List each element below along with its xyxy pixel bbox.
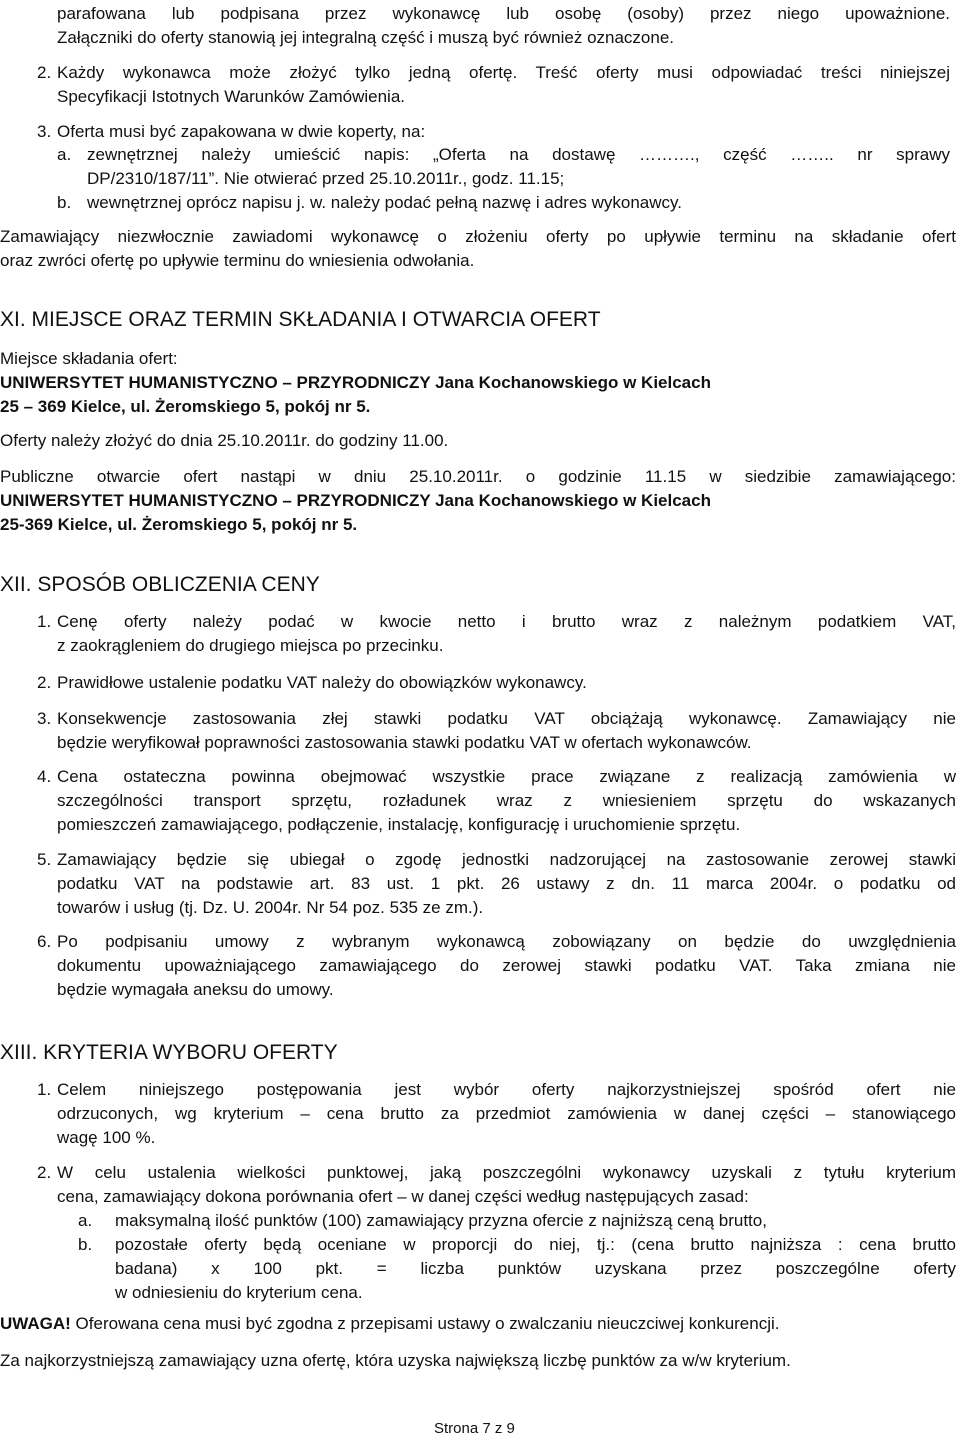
address-line: UNIWERSYTET HUMANISTYCZNO – PRZYRODNICZY Jana Kochanowskiego w Kielcach bbox=[0, 373, 711, 392]
text-line: Oferty należy złożyć do dnia 25.10.2011r. do godziny 11.00. bbox=[0, 431, 449, 450]
list-letter: b. bbox=[78, 1235, 93, 1254]
text-line: odrzuconych, wg kryterium – cena brutto za przedmiot zamówienia w danej części – stanowiącego bbox=[57, 1104, 956, 1123]
text-line: maksymalną ilość punktów (100) zamawiający przyzna ofercie z najniższą ceną brutto, bbox=[115, 1211, 767, 1230]
page-number: Strona 7 z 9 bbox=[434, 1420, 515, 1437]
text-line: DP/2310/187/11”. Nie otwierać przed 25.10.2011r., godz. 11.15; bbox=[87, 169, 565, 188]
text-line: Celem niniejszego postępowania jest wybór oferty najkorzystniejszej spośród ofert nie bbox=[57, 1080, 956, 1099]
text-line: szczególności transport sprzętu, rozładunek wraz z wniesieniem sprzętu do wskazanych bbox=[57, 791, 956, 810]
warning-label: UWAGA! bbox=[0, 1314, 71, 1333]
text-line: pozostałe oferty będą oceniane w proporcji do niej, tj.: (cena brutto najniższa : cena brutto bbox=[115, 1235, 956, 1254]
text-line: w odniesieniu do kryterium cena. bbox=[115, 1283, 363, 1302]
list-number: 4. bbox=[37, 767, 52, 786]
text-line: wewnętrznej oprócz napisu j. w. należy podać pełną nazwę i adres wykonawcy. bbox=[87, 193, 682, 212]
text-line: badana) x 100 pkt. = liczba punktów uzyskana przez poszczególne oferty bbox=[115, 1259, 956, 1278]
list-number: 2. bbox=[37, 63, 52, 82]
list-number: 2. bbox=[37, 673, 52, 692]
text-line: W celu ustalenia wielkości punktowej, jaką poszczególni wykonawcy uzyskali z tytułu kryterium bbox=[57, 1163, 956, 1182]
text-line: Zamawiający będzie się ubiegał o zgodę jednostki nadzorującej na zastosowanie zerowej stawki bbox=[57, 850, 956, 869]
text-line: będzie wymagała aneksu do umowy. bbox=[57, 980, 334, 999]
list-number: 2. bbox=[37, 1163, 52, 1182]
text-line: będzie weryfikował poprawności zastosowania stawki podatku VAT w ofertach wykonawców. bbox=[57, 733, 752, 752]
address-line: UNIWERSYTET HUMANISTYCZNO – PRZYRODNICZY Jana Kochanowskiego w Kielcach bbox=[0, 491, 711, 510]
text-line: Cena ostateczna powinna obejmować wszystkie prace związane z realizacją zamówienia w bbox=[57, 767, 956, 786]
section-heading: XI. MIEJSCE ORAZ TERMIN SKŁADANIA I OTWARCIA OFERT bbox=[0, 308, 601, 331]
section-heading: XIII. KRYTERIA WYBORU OFERTY bbox=[0, 1041, 338, 1064]
text-line: Załączniki do oferty stanowią jej integralną część i muszą być również oznaczone. bbox=[57, 28, 675, 47]
warning-text: Oferowana cena musi być zgodna z przepisami ustawy o zwalczaniu nieuczciwej konkurencji. bbox=[70, 1314, 780, 1333]
list-number: 6. bbox=[37, 932, 52, 951]
text-line: Cenę oferty należy podać w kwocie netto i brutto wraz z należnym podatkiem VAT, bbox=[57, 612, 956, 631]
text-line: parafowana lub podpisana przez wykonawcę lub osobę (osoby) przez niego upoważnione. bbox=[57, 4, 950, 23]
text-line: Publiczne otwarcie ofert nastąpi w dniu 25.10.2011r. o godzinie 11.15 w siedzibie zamawiającego: bbox=[0, 467, 956, 486]
list-number: 3. bbox=[37, 709, 52, 728]
text-line: Po podpisaniu umowy z wybranym wykonawcą zobowiązany on będzie do uwzględnienia bbox=[57, 932, 956, 951]
address-line: 25-369 Kielce, ul. Żeromskiego 5, pokój nr 5. bbox=[0, 515, 358, 534]
list-number: 1. bbox=[37, 612, 52, 631]
text-line: z zaokrągleniem do drugiego miejsca po przecinku. bbox=[57, 636, 444, 655]
list-number: 1. bbox=[37, 1080, 52, 1099]
list-number: 3. bbox=[37, 122, 52, 141]
text-line: towarów i usług (tj. Dz. U. 2004r. Nr 54 poz. 535 ze zm.). bbox=[57, 898, 484, 917]
text-line: Oferta musi być zapakowana w dwie koperty, na: bbox=[57, 122, 426, 141]
list-letter: a. bbox=[57, 145, 72, 164]
text-line: Każdy wykonawca może złożyć tylko jedną ofertę. Treść oferty musi odpowiadać treści niniejszej bbox=[57, 63, 950, 82]
text-line: podatku VAT na podstawie art. 83 ust. 1 pkt. 26 ustawy z dn. 11 marca 2004r. o podatku od bbox=[57, 874, 956, 893]
text-line: Konsekwencje zastosowania złej stawki podatku VAT obciążają wykonawcę. Zamawiający nie bbox=[57, 709, 956, 728]
text-line: zewnętrznej należy umieścić napis: „Oferta na dostawę ………., część …….. nr sprawy bbox=[87, 145, 950, 164]
section-heading: XII. SPOSÓB OBLICZENIA CENY bbox=[0, 573, 320, 596]
text-line: Za najkorzystniejszą zamawiający uzna ofertę, która uzyska największą liczbę punktów za w/w kryterium. bbox=[0, 1351, 791, 1370]
text-line: Zamawiający niezwłocznie zawiadomi wykonawcę o złożeniu oferty po upływie terminu na składanie ofert bbox=[0, 227, 956, 246]
text-line: oraz zwróci ofertę po upływie terminu do wniesienia odwołania. bbox=[0, 251, 475, 270]
text-line: pomieszczeń zamawiającego, podłączenie, instalację, konfigurację i uruchomienie sprzętu. bbox=[57, 815, 741, 834]
text-line: Specyfikacji Istotnych Warunków Zamówienia. bbox=[57, 87, 406, 106]
text-line: Prawidłowe ustalenie podatku VAT należy do obowiązków wykonawcy. bbox=[57, 673, 587, 692]
list-letter: b. bbox=[57, 193, 72, 212]
text-line: cena, zamawiający dokona porównania ofert – w danej części według następujących zasad: bbox=[57, 1187, 749, 1206]
text-line: Miejsce składania ofert: bbox=[0, 349, 178, 368]
text-line: dokumentu upoważniającego zamawiającego do zerowej stawki podatku VAT. Taka zmiana nie bbox=[57, 956, 956, 975]
address-line: 25 – 369 Kielce, ul. Żeromskiego 5, pokój nr 5. bbox=[0, 397, 371, 416]
text-line: wagę 100 %. bbox=[57, 1128, 156, 1147]
list-number: 5. bbox=[37, 850, 52, 869]
warning-line bbox=[0, 1312, 780, 1336]
list-letter: a. bbox=[78, 1211, 93, 1230]
